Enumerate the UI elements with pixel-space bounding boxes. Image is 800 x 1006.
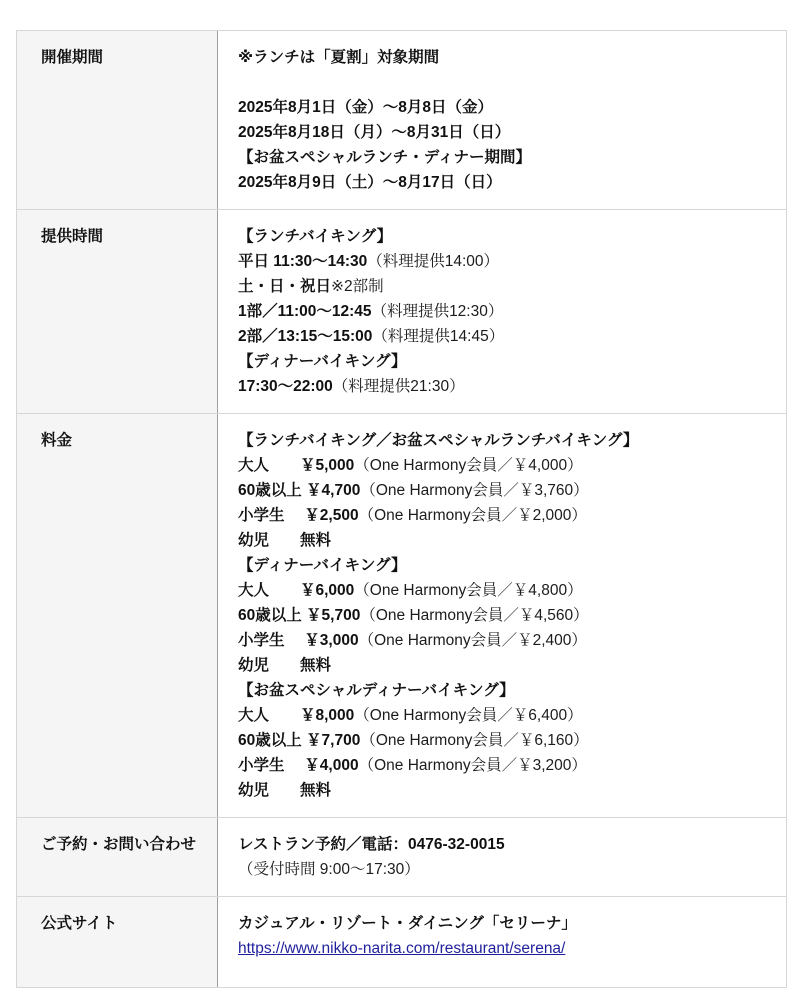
content-line	[238, 170, 766, 195]
blank-line	[238, 70, 766, 95]
text-segment: 【ディナーバイキング】	[238, 353, 407, 370]
text-segment: 土・日・祝日	[238, 278, 332, 295]
text-segment: （One Harmony会員／￥4,560）	[360, 607, 589, 624]
content-line	[238, 553, 766, 578]
content-line	[238, 578, 766, 603]
text-segment: 幼児 無料	[238, 657, 332, 674]
content-line	[238, 628, 766, 653]
content-line	[238, 653, 766, 678]
text-segment: 小学生 ￥3,000	[238, 632, 359, 649]
row-label: 料金	[17, 414, 218, 817]
text-segment: 平日 11:30～14:30	[238, 253, 368, 270]
row-label: 開催期間	[17, 31, 218, 209]
row-content	[218, 414, 786, 817]
content-line	[238, 936, 766, 961]
table-row	[17, 31, 786, 209]
text-segment: （One Harmony会員／￥6,160）	[360, 732, 589, 749]
table-row	[17, 817, 786, 896]
content-line	[238, 778, 766, 803]
text-segment: 2025年8月1日（金）～8月8日（金）	[238, 99, 493, 116]
text-segment: （One Harmony会員／￥3,200）	[358, 757, 587, 774]
text-segment: 小学生 ￥2,500	[238, 507, 359, 524]
content-line	[238, 503, 766, 528]
content-line	[238, 299, 766, 324]
info-table	[16, 30, 787, 988]
content-line	[238, 832, 766, 857]
row-content	[218, 31, 786, 209]
row-label: ご予約・お問い合わせ	[17, 818, 218, 896]
content-line	[238, 703, 766, 728]
content-line	[238, 478, 766, 503]
content-line	[238, 349, 766, 374]
text-segment: 60歳以上 ￥4,700	[238, 482, 361, 499]
text-segment: 60歳以上 ￥7,700	[238, 732, 361, 749]
text-segment: 大人 ￥6,000	[238, 582, 355, 599]
content-line	[238, 453, 766, 478]
text-segment: 60歳以上 ￥5,700	[238, 607, 361, 624]
text-segment: （One Harmony会員／￥2,400）	[358, 632, 587, 649]
text-segment: 【お盆スペシャルランチ・ディナー期間】	[238, 149, 531, 166]
text-segment: カジュアル・リゾート・ダイニング「セリーナ」	[238, 915, 577, 932]
text-segment: （One Harmony会員／￥3,760）	[360, 482, 589, 499]
row-content	[218, 818, 786, 896]
text-segment: （One Harmony会員／￥4,800）	[354, 582, 583, 599]
content-line	[238, 374, 766, 399]
official-site-link[interactable]: https://www.nikko-narita.com/restaurant/serena/	[238, 940, 566, 957]
text-segment: 幼児 無料	[238, 782, 332, 799]
content-line	[238, 911, 766, 936]
text-segment: 大人 ￥5,000	[238, 457, 355, 474]
table-row	[17, 896, 786, 987]
text-segment: 2025年8月9日（土）～8月17日（日）	[238, 174, 502, 191]
content-line	[238, 324, 766, 349]
row-content	[218, 210, 786, 413]
content-line	[238, 95, 766, 120]
row-content	[218, 897, 786, 987]
content-line	[238, 145, 766, 170]
text-segment: （料理提供14:45）	[372, 328, 505, 345]
text-segment: （料理提供14:00）	[367, 253, 500, 270]
text-segment: （受付時間 9:00～17:30）	[238, 861, 420, 878]
text-segment: （One Harmony会員／￥4,000）	[354, 457, 583, 474]
content-line	[238, 45, 766, 70]
text-segment: （料理提供21:30）	[332, 378, 465, 395]
text-segment: （料理提供12:30）	[371, 303, 504, 320]
row-label: 提供時間	[17, 210, 218, 413]
content-line	[238, 678, 766, 703]
text-segment: 【ディナーバイキング】	[238, 557, 407, 574]
text-segment: （One Harmony会員／￥6,400）	[354, 707, 583, 724]
content-line	[238, 274, 766, 299]
content-line	[238, 728, 766, 753]
text-segment: 2部／13:15～15:00	[238, 328, 373, 345]
table-row	[17, 209, 786, 413]
text-segment: 17:30～22:00	[238, 378, 333, 395]
content-line	[238, 224, 766, 249]
content-line	[238, 249, 766, 274]
content-line	[238, 753, 766, 778]
text-segment: 【ランチバイキング】	[238, 228, 393, 245]
text-segment: （One Harmony会員／￥2,000）	[358, 507, 587, 524]
text-segment: 幼児 無料	[238, 532, 332, 549]
text-segment: ※2部制	[331, 278, 384, 295]
row-label: 公式サイト	[17, 897, 218, 987]
text-segment: 1部／11:00～12:45	[238, 303, 372, 320]
text-segment: 【お盆スペシャルディナーバイキング】	[238, 682, 515, 699]
text-segment: 【ランチバイキング／お盆スペシャルランチバイキング】	[238, 432, 639, 449]
table-row	[17, 413, 786, 817]
text-segment: 2025年8月18日（月）～8月31日（日）	[238, 124, 511, 141]
content-line	[238, 603, 766, 628]
text-segment: 小学生 ￥4,000	[238, 757, 359, 774]
text-segment: レストラン予約／電話：0476-32-0015	[238, 836, 505, 853]
content-line	[238, 428, 766, 453]
content-line	[238, 120, 766, 145]
content-line	[238, 528, 766, 553]
content-line	[238, 857, 766, 882]
text-segment: 大人 ￥8,000	[238, 707, 355, 724]
text-segment: ※ランチは「夏割」対象期間	[238, 49, 440, 66]
